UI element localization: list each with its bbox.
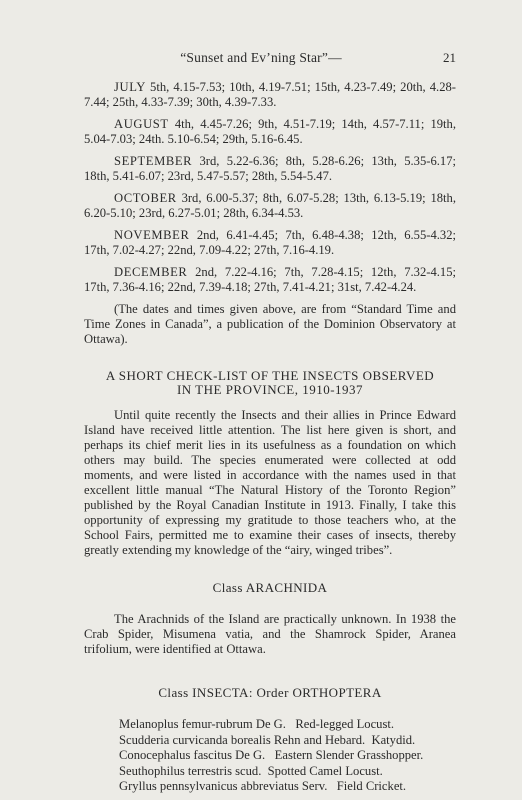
intro-paragraph: Until quite recently the Insects and their allies in Prince Edward Island have received little attention. The list here given is short, and perhaps its chief merit lies in its usefulness as a foundation on which others may build. The species enumerated were collected at odd moments, and were listed in accordance with the names used in that excellent little manual “The Natural History of the Toronto Region” published by the Royal Canadian Institute in 1913. Finally, I take this opportunity of expressing my gratitude to those teachers who, at the School Fairs, permitted me to examine their cases of insects, thereby greatly extending my knowledge of the “airy, winged tribes”. <box>84 408 456 557</box>
dates-text: 3rd, 6.00-5.37; 8th, 6.07-5.28; 13th, 6.13-5.19; 18th, 6.20-5.10; 23rd, 6.27-5.01; 28th, 6.34-4.53. <box>84 191 456 220</box>
month-label: DECEMBER <box>114 265 188 279</box>
species-common-name: Red-legged Locust. <box>295 717 395 731</box>
species-name: Conocephalus fascitus De G. <box>119 748 266 762</box>
source-note: (The dates and times given above, are from “Standard Time and Time Zones in Canada”, a publication of the Dominion Observatory at Ottawa). <box>84 302 456 346</box>
species-common-name: Field Cricket. <box>336 779 407 793</box>
dates-text: 2nd, 6.41-4.45; 7th, 6.48-4.38; 12th, 6.55-4.32; 17th, 7.02-4.27; 22nd, 7.09-4.22; 27th, 7.16-4.19. <box>84 228 456 257</box>
month-label: OCTOBER <box>114 191 177 205</box>
species-list <box>84 717 456 795</box>
month-label: JULY <box>114 80 146 94</box>
dates-paragraph-october <box>84 191 456 221</box>
month-label: NOVEMBER <box>114 228 190 242</box>
dates-text: 4th, 4.45-7.26; 9th, 4.51-7.19; 14th, 4.57-7.11; 19th, 5.04-7.03; 24th. 5.10-6.54; 29th, 5.16-6.45. <box>84 117 457 146</box>
month-label: AUGUST <box>114 117 169 131</box>
sunrise-sunset-table <box>84 80 456 347</box>
dates-paragraph-november <box>84 228 456 258</box>
species-item <box>119 733 456 749</box>
section-heading-line-2: IN THE PROVINCE, 1910-1937 <box>176 382 364 397</box>
arachnida-heading: Class ARACHNIDA <box>212 580 328 595</box>
species-common-name: Katydid. <box>371 732 416 747</box>
dates-paragraph-september <box>84 154 456 184</box>
species-item <box>119 779 456 795</box>
section-heading <box>84 369 456 397</box>
species-name: Seuthophilus terrestris scud. <box>119 763 262 778</box>
dates-text: 5th, 4.15-7.53; 10th, 4.19-7.51; 15th, 4.23-7.49; 20th, 4.28-7.44; 25th, 4.33-7.39; 30th, 4.39-7.33. <box>84 80 456 109</box>
dates-paragraph-july <box>84 80 456 110</box>
species-item <box>119 717 456 733</box>
species-common-name: Eastern Slender Grasshopper. <box>274 748 424 762</box>
species-item <box>119 748 456 764</box>
dates-paragraph-december <box>84 265 456 295</box>
running-title: “Sunset and Ev’ning Star”— <box>180 50 342 65</box>
page-body <box>84 80 456 795</box>
species-name: Gryllus pennsylvanicus abbreviatus Serv. <box>119 779 328 793</box>
species-name: Scudderia curvicanda borealis Rehn and Hebard. <box>119 732 366 747</box>
species-common-name: Spotted Camel Locust. <box>267 763 383 778</box>
page-number: 21 <box>443 50 456 65</box>
dates-paragraph-august <box>84 117 456 147</box>
insecta-heading: Class INSECTA: Order ORTHOPTERA <box>158 685 382 700</box>
page-header <box>0 50 522 70</box>
arachnida-paragraph: The Arachnids of the Island are practically unknown. In 1938 the Crab Spider, Misumena vatia, and the Shamrock Spider, Aranea trifolium, were identified at Ottawa. <box>84 612 456 656</box>
section-heading-line-1: A SHORT CHECK-LIST OF THE INSECTS OBSERVED <box>105 368 435 383</box>
dates-text: 3rd, 5.22-6.36; 8th, 5.28-6.26; 13th, 5.35-6.17; 18th, 5.41-6.07; 23rd, 5.47-5.57; 28th, 5.54-5.47. <box>84 154 456 183</box>
month-label: SEPTEMBER <box>114 154 193 168</box>
species-name: Melanoplus femur-rubrum De G. <box>119 717 286 731</box>
dates-text: 2nd, 7.22-4.16; 7th, 7.28-4.15; 12th, 7.32-4.15; 17th, 7.36-4.16; 22nd, 7.39-4.18; 27th, 7.41-4.21; 31st, 7.42-4.24. <box>84 265 456 294</box>
species-item <box>119 764 456 780</box>
